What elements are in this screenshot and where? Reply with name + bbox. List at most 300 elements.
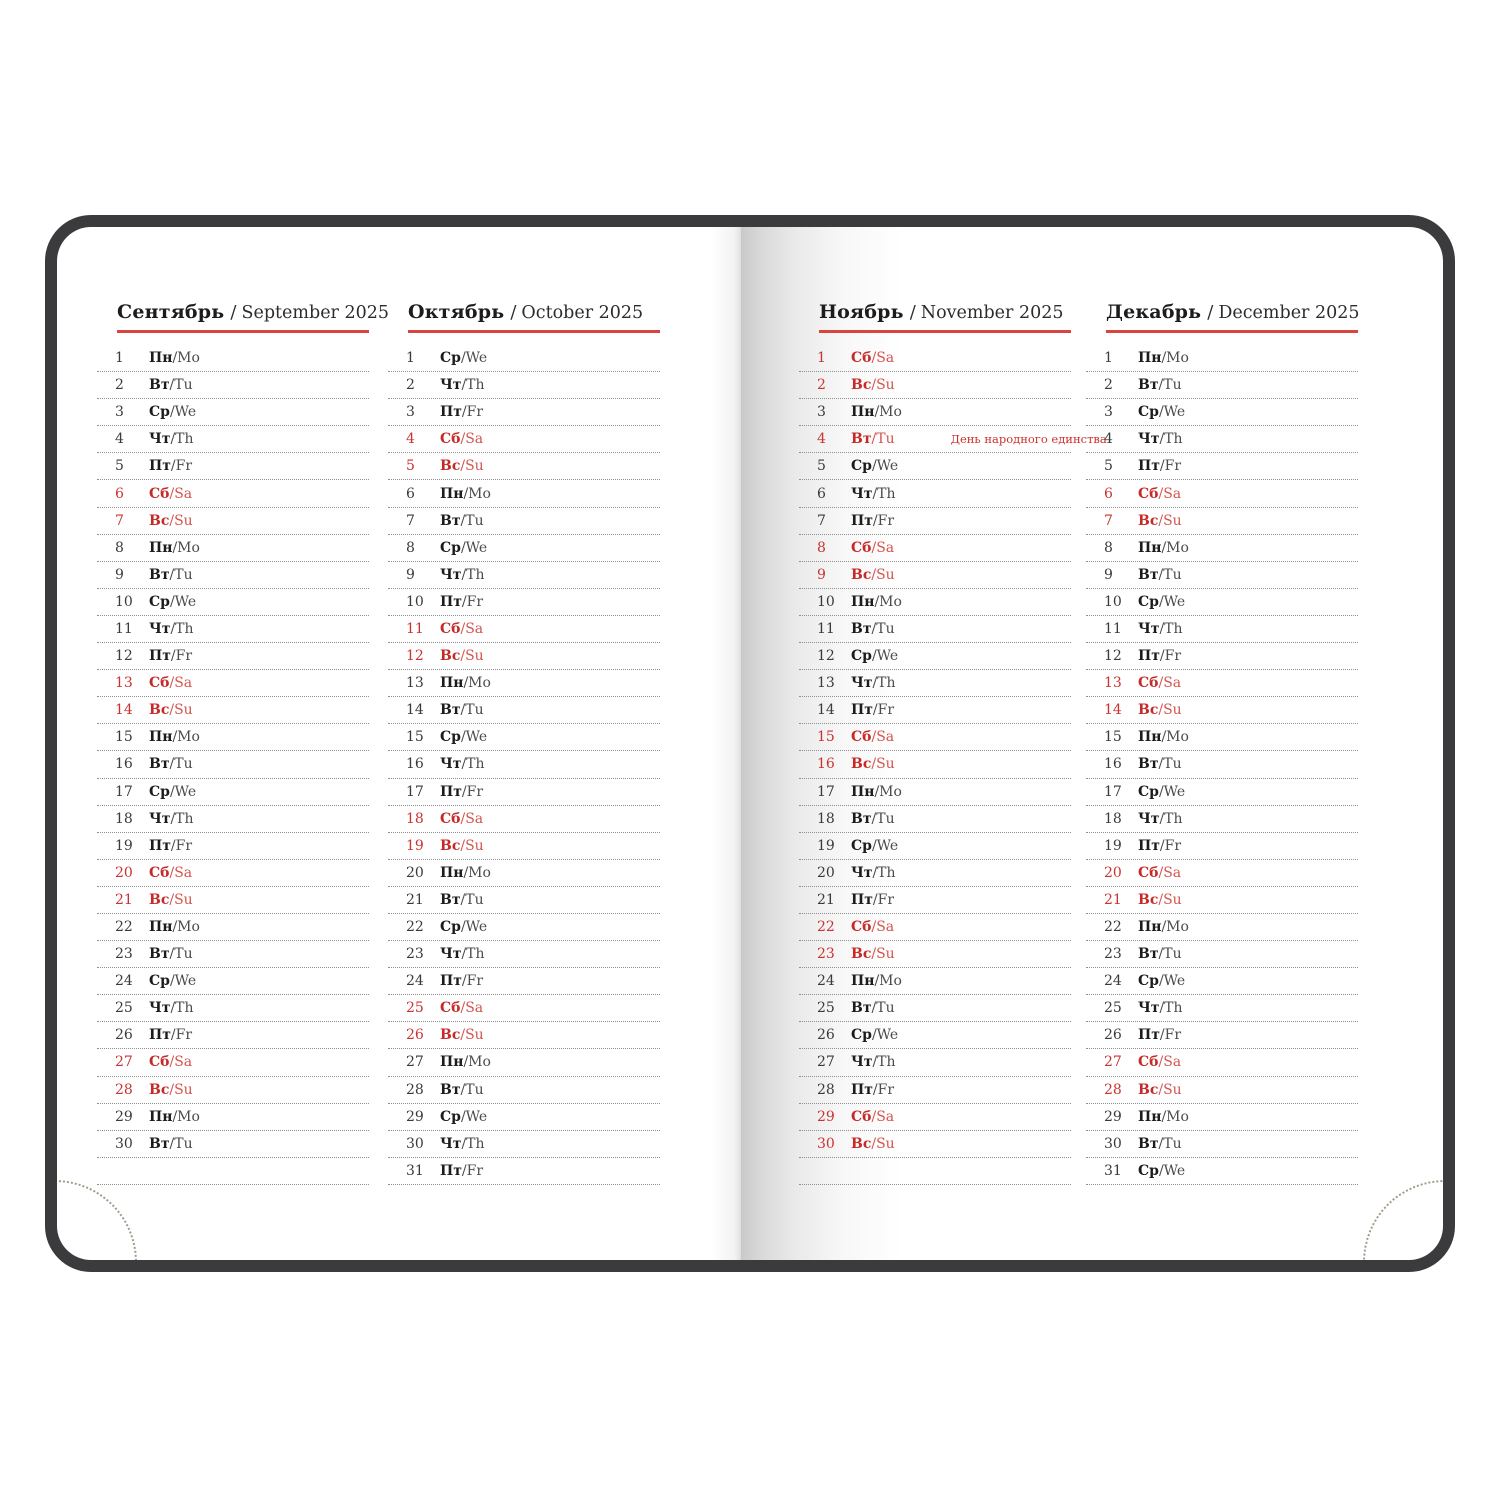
day-row: [97, 399, 369, 426]
month-title-ru: Ноябрь: [819, 301, 904, 323]
day-row: [799, 426, 1107, 453]
day-abbr: Вт/Tu: [1138, 377, 1182, 394]
day-abbr: Пн/Mo: [149, 350, 200, 367]
day-row: [1086, 833, 1358, 860]
day-row: [1086, 670, 1358, 697]
day-number: 22: [115, 919, 133, 936]
day-row: [388, 1131, 660, 1158]
day-number: 4: [817, 431, 826, 448]
month-title-rule: [408, 330, 660, 333]
month-title-ru: Сентябрь: [117, 301, 225, 323]
day-row: [799, 616, 1071, 643]
day-number: 22: [406, 919, 424, 936]
day-abbr: Ср/We: [851, 648, 899, 665]
day-abbr: Ср/We: [851, 1027, 899, 1044]
month-column-october: [388, 300, 660, 1185]
day-number: 13: [817, 675, 835, 692]
day-number: 16: [115, 756, 133, 773]
day-number: 14: [1104, 702, 1122, 719]
day-row: [799, 480, 1071, 507]
day-number: 7: [817, 512, 826, 529]
day-number: 28: [1104, 1081, 1122, 1098]
day-number: 31: [1104, 1162, 1122, 1179]
day-abbr: Вт/Tu: [440, 702, 484, 719]
day-number: 21: [115, 891, 133, 908]
day-row: [1086, 779, 1358, 806]
day-number: 30: [1104, 1135, 1122, 1152]
day-number: 7: [1104, 512, 1113, 529]
day-abbr: Вт/Tu: [1138, 946, 1182, 963]
day-number: 25: [1104, 1000, 1122, 1017]
day-number: 14: [817, 702, 835, 719]
day-abbr: Пт/Fr: [851, 891, 895, 908]
day-row: [1086, 453, 1358, 480]
day-abbr: Ср/We: [440, 729, 488, 746]
day-row: [799, 1131, 1071, 1158]
day-number: 1: [1104, 350, 1113, 367]
day-rows: [799, 345, 1107, 1185]
day-row: [799, 562, 1071, 589]
day-abbr: Вт/Tu: [149, 946, 193, 963]
day-number: 16: [817, 756, 835, 773]
day-row: [1086, 1104, 1358, 1131]
day-row: [1086, 399, 1358, 426]
day-row: [1086, 535, 1358, 562]
day-abbr: Вс/Su: [1138, 512, 1182, 529]
day-row: [97, 1131, 369, 1158]
day-rows: [1086, 345, 1358, 1185]
day-row: [1086, 1158, 1358, 1185]
day-row: [1086, 562, 1358, 589]
day-number: 19: [817, 837, 835, 854]
day-row: [97, 535, 369, 562]
day-row: [799, 968, 1071, 995]
day-abbr: Сб/Sa: [851, 919, 895, 936]
day-number: 27: [115, 1054, 133, 1071]
day-row: [1086, 968, 1358, 995]
day-row: [1086, 941, 1358, 968]
day-row: [97, 941, 369, 968]
day-abbr: Вс/Su: [851, 377, 895, 394]
day-row: [1086, 860, 1358, 887]
day-abbr: Вс/Su: [149, 1081, 193, 1098]
day-row: [388, 345, 660, 372]
day-row: [97, 616, 369, 643]
month-column-december: [1086, 300, 1358, 1185]
day-number: 23: [115, 946, 133, 963]
day-number: 18: [406, 810, 424, 827]
day-rows: [388, 345, 660, 1185]
day-abbr: Пн/Mo: [149, 539, 200, 556]
day-abbr: Вс/Su: [440, 837, 484, 854]
day-number: 21: [817, 891, 835, 908]
day-row: [799, 670, 1071, 697]
day-abbr: Пн/Mo: [440, 675, 491, 692]
month-title: [819, 300, 1071, 325]
day-abbr: Ср/We: [149, 593, 197, 610]
day-number: 6: [406, 485, 415, 502]
day-row: [799, 833, 1071, 860]
day-abbr: Ср/We: [851, 458, 899, 475]
day-number: 24: [817, 973, 835, 990]
day-row: [799, 399, 1071, 426]
day-abbr: Пн/Mo: [149, 1108, 200, 1125]
month-title-ru: Октябрь: [408, 301, 505, 323]
day-number: 23: [406, 946, 424, 963]
day-row: [97, 1158, 369, 1185]
day-row: [388, 833, 660, 860]
day-row: [97, 860, 369, 887]
day-abbr: Пн/Mo: [1138, 729, 1189, 746]
day-row: [1086, 806, 1358, 833]
day-number: 10: [1104, 593, 1122, 610]
day-abbr: Чт/Th: [851, 1054, 896, 1071]
day-row: [799, 914, 1071, 941]
day-number: 5: [406, 458, 415, 475]
day-abbr: Чт/Th: [851, 485, 896, 502]
day-row: [1086, 345, 1358, 372]
day-number: 3: [817, 404, 826, 421]
day-abbr: Вс/Su: [851, 756, 895, 773]
day-abbr: Вт/Tu: [440, 1081, 484, 1098]
day-row: [388, 1104, 660, 1131]
day-row: [799, 751, 1071, 778]
day-row: [799, 724, 1071, 751]
day-number: 21: [1104, 891, 1122, 908]
day-abbr: Ср/We: [1138, 783, 1186, 800]
day-row: [97, 779, 369, 806]
day-abbr: Пн/Mo: [440, 1054, 491, 1071]
day-row: [97, 1077, 369, 1104]
day-number: 30: [406, 1135, 424, 1152]
day-abbr: Пт/Fr: [440, 404, 484, 421]
day-number: 8: [1104, 539, 1113, 556]
day-number: 25: [115, 1000, 133, 1017]
day-number: 13: [1104, 675, 1122, 692]
day-row: [388, 779, 660, 806]
day-row: [97, 806, 369, 833]
day-row: [97, 751, 369, 778]
day-row: [1086, 1049, 1358, 1076]
day-abbr: Чт/Th: [440, 566, 485, 583]
day-abbr: Вт/Tu: [149, 756, 193, 773]
day-abbr: Вт/Tu: [149, 566, 193, 583]
day-abbr: Вс/Su: [440, 648, 484, 665]
day-abbr: Вт/Tu: [851, 620, 895, 637]
day-abbr: Пт/Fr: [149, 648, 193, 665]
day-abbr: Чт/Th: [149, 620, 194, 637]
day-number: 20: [406, 864, 424, 881]
day-row: [799, 806, 1071, 833]
day-abbr: Сб/Sa: [149, 864, 193, 881]
day-row: [388, 995, 660, 1022]
day-abbr: Чт/Th: [1138, 810, 1183, 827]
day-abbr: Сб/Sa: [851, 729, 895, 746]
month-title-en: September 2025: [241, 303, 390, 323]
day-number: 8: [817, 539, 826, 556]
day-rows: [97, 345, 369, 1185]
day-row: [1086, 724, 1358, 751]
day-row: [97, 508, 369, 535]
day-abbr: Вс/Su: [149, 512, 193, 529]
day-row: [388, 1158, 660, 1185]
day-number: 2: [817, 377, 826, 394]
day-row: [97, 453, 369, 480]
day-row: [799, 535, 1071, 562]
day-number: 31: [406, 1162, 424, 1179]
day-number: 27: [1104, 1054, 1122, 1071]
day-abbr: Пт/Fr: [149, 458, 193, 475]
day-abbr: Чт/Th: [149, 810, 194, 827]
day-row: [1086, 480, 1358, 507]
day-abbr: Ср/We: [1138, 593, 1186, 610]
open-pages: [57, 227, 1443, 1260]
day-abbr: Пн/Mo: [1138, 350, 1189, 367]
day-number: 17: [1104, 783, 1122, 800]
day-number: 14: [406, 702, 424, 719]
day-row: [97, 914, 369, 941]
day-row: [799, 1158, 1071, 1185]
day-row: [97, 697, 369, 724]
day-abbr: Пн/Mo: [851, 593, 902, 610]
day-row: [97, 670, 369, 697]
day-abbr: Чт/Th: [440, 377, 485, 394]
day-number: 29: [1104, 1108, 1122, 1125]
day-row: [799, 508, 1071, 535]
day-number: 22: [1104, 919, 1122, 936]
day-abbr: Пн/Mo: [1138, 539, 1189, 556]
day-row: [388, 535, 660, 562]
day-number: 16: [406, 756, 424, 773]
day-row: [1086, 697, 1358, 724]
day-abbr: Ср/We: [440, 350, 488, 367]
day-abbr: Вт/Tu: [1138, 1135, 1182, 1152]
day-row: [388, 562, 660, 589]
day-abbr: Пн/Mo: [149, 729, 200, 746]
day-number: 19: [406, 837, 424, 854]
day-number: 24: [406, 973, 424, 990]
day-abbr: Пн/Mo: [1138, 919, 1189, 936]
day-row: [388, 914, 660, 941]
day-number: 10: [406, 593, 424, 610]
day-abbr: Пт/Fr: [851, 1081, 895, 1098]
day-row: [97, 480, 369, 507]
day-abbr: Вс/Su: [851, 1135, 895, 1152]
day-number: 6: [115, 485, 124, 502]
month-title: [117, 300, 390, 325]
day-abbr: Вт/Tu: [851, 810, 895, 827]
day-number: 15: [817, 729, 835, 746]
day-row: [799, 643, 1071, 670]
day-abbr: Чт/Th: [851, 675, 896, 692]
day-abbr: Вт/Tu: [440, 891, 484, 908]
day-row: [97, 589, 369, 616]
day-row: [388, 1077, 660, 1104]
day-number: 25: [817, 1000, 835, 1017]
day-number: 19: [1104, 837, 1122, 854]
day-number: 12: [406, 648, 424, 665]
day-abbr: Ср/We: [1138, 973, 1186, 990]
day-abbr: Пт/Fr: [1138, 648, 1182, 665]
day-number: 3: [115, 404, 124, 421]
day-number: 23: [817, 946, 835, 963]
day-number: 30: [115, 1135, 133, 1152]
day-abbr: Пн/Mo: [440, 864, 491, 881]
day-row: [799, 1022, 1071, 1049]
day-number: 11: [406, 620, 424, 637]
day-number: 20: [1104, 864, 1122, 881]
day-row: [97, 643, 369, 670]
day-number: 23: [1104, 946, 1122, 963]
day-abbr: Вт/Tu: [851, 1000, 895, 1017]
day-number: 29: [817, 1108, 835, 1125]
day-abbr: Чт/Th: [440, 946, 485, 963]
day-number: 30: [817, 1135, 835, 1152]
day-row: [97, 562, 369, 589]
day-row: [97, 1104, 369, 1131]
corner-stitch-right: [1363, 1180, 1443, 1260]
day-row: [388, 670, 660, 697]
day-row: [799, 1104, 1071, 1131]
day-abbr: Сб/Sa: [851, 1108, 895, 1125]
day-row: [799, 1077, 1071, 1104]
month-title: [408, 300, 660, 325]
day-row: [1086, 751, 1358, 778]
day-row: [799, 697, 1071, 724]
day-number: 14: [115, 702, 133, 719]
month-title: [1106, 300, 1358, 325]
day-number: 2: [1104, 377, 1113, 394]
day-number: 3: [1104, 404, 1113, 421]
day-row: [799, 345, 1071, 372]
day-abbr: Сб/Sa: [149, 485, 193, 502]
month-title-separator: /: [1207, 302, 1214, 323]
day-abbr: Ср/We: [149, 973, 197, 990]
day-number: 20: [115, 864, 133, 881]
day-number: 18: [1104, 810, 1122, 827]
day-abbr: Вс/Su: [149, 891, 193, 908]
day-number: 12: [1104, 648, 1122, 665]
day-abbr: Ср/We: [851, 837, 899, 854]
day-row: [1086, 995, 1358, 1022]
diary-cover: [45, 215, 1455, 1272]
day-number: 29: [406, 1108, 424, 1125]
day-number: 13: [115, 675, 133, 692]
day-number: 29: [115, 1108, 133, 1125]
day-abbr: Пн/Mo: [440, 485, 491, 502]
day-row: [1086, 643, 1358, 670]
day-row: [388, 1022, 660, 1049]
day-row: [799, 860, 1071, 887]
day-row: [1086, 426, 1358, 453]
day-row: [97, 426, 369, 453]
day-abbr: Ср/We: [1138, 404, 1186, 421]
day-number: 2: [115, 377, 124, 394]
day-abbr: Чт/Th: [440, 756, 485, 773]
day-abbr: Пн/Mo: [851, 404, 902, 421]
day-number: 10: [115, 593, 133, 610]
day-number: 1: [115, 350, 124, 367]
day-row: [388, 616, 660, 643]
day-number: 18: [817, 810, 835, 827]
day-number: 1: [406, 350, 415, 367]
day-row: [388, 399, 660, 426]
day-number: 27: [817, 1054, 835, 1071]
day-abbr: Вс/Su: [1138, 891, 1182, 908]
day-row: [388, 589, 660, 616]
day-number: 17: [406, 783, 424, 800]
day-row: [799, 589, 1071, 616]
day-row: [97, 345, 369, 372]
day-abbr: Вс/Su: [440, 1027, 484, 1044]
day-number: 6: [1104, 485, 1113, 502]
day-row: [1086, 887, 1358, 914]
day-abbr: Вт/Tu: [851, 431, 895, 448]
left-page-fold-shadow: [711, 227, 741, 1260]
month-title-ru: Декабрь: [1106, 301, 1202, 323]
day-abbr: Пт/Fr: [440, 1162, 484, 1179]
day-abbr: Сб/Sa: [1138, 675, 1182, 692]
month-title-en: December 2025: [1218, 303, 1360, 323]
day-row: [1086, 914, 1358, 941]
day-row: [1086, 372, 1358, 399]
day-row: [388, 887, 660, 914]
day-number: 13: [406, 675, 424, 692]
month-title-rule: [819, 330, 1071, 333]
day-abbr: Пн/Mo: [851, 783, 902, 800]
day-row: [388, 941, 660, 968]
day-abbr: Вс/Su: [440, 458, 484, 475]
month-title-en: November 2025: [920, 303, 1064, 323]
day-abbr: Сб/Sa: [440, 1000, 484, 1017]
day-abbr: Ср/We: [440, 1108, 488, 1125]
day-abbr: Вс/Su: [1138, 1081, 1182, 1098]
day-abbr: Вс/Su: [851, 566, 895, 583]
day-number: 15: [406, 729, 424, 746]
day-number: 6: [817, 485, 826, 502]
day-abbr: Сб/Sa: [440, 620, 484, 637]
day-row: [97, 833, 369, 860]
day-abbr: Сб/Sa: [1138, 1054, 1182, 1071]
day-abbr: Сб/Sa: [851, 539, 895, 556]
day-number: 12: [817, 648, 835, 665]
day-number: 28: [406, 1081, 424, 1098]
day-number: 1: [817, 350, 826, 367]
day-row: [388, 806, 660, 833]
day-number: 15: [115, 729, 133, 746]
day-number: 15: [1104, 729, 1122, 746]
day-number: 9: [817, 566, 826, 583]
day-row: [388, 453, 660, 480]
day-number: 11: [115, 620, 133, 637]
day-abbr: Пт/Fr: [149, 837, 193, 854]
day-abbr: Вс/Su: [851, 946, 895, 963]
day-row: [388, 480, 660, 507]
day-row: [97, 1022, 369, 1049]
day-number: 26: [406, 1027, 424, 1044]
day-number: 26: [1104, 1027, 1122, 1044]
day-number: 27: [406, 1054, 424, 1071]
month-title-separator: /: [230, 302, 237, 323]
day-row: [97, 887, 369, 914]
day-abbr: Вт/Tu: [149, 377, 193, 394]
day-number: 28: [817, 1081, 835, 1098]
day-row: [388, 968, 660, 995]
day-number: 7: [406, 512, 415, 529]
day-number: 8: [115, 539, 124, 556]
day-abbr: Чт/Th: [1138, 431, 1183, 448]
day-abbr: Вс/Su: [1138, 702, 1182, 719]
